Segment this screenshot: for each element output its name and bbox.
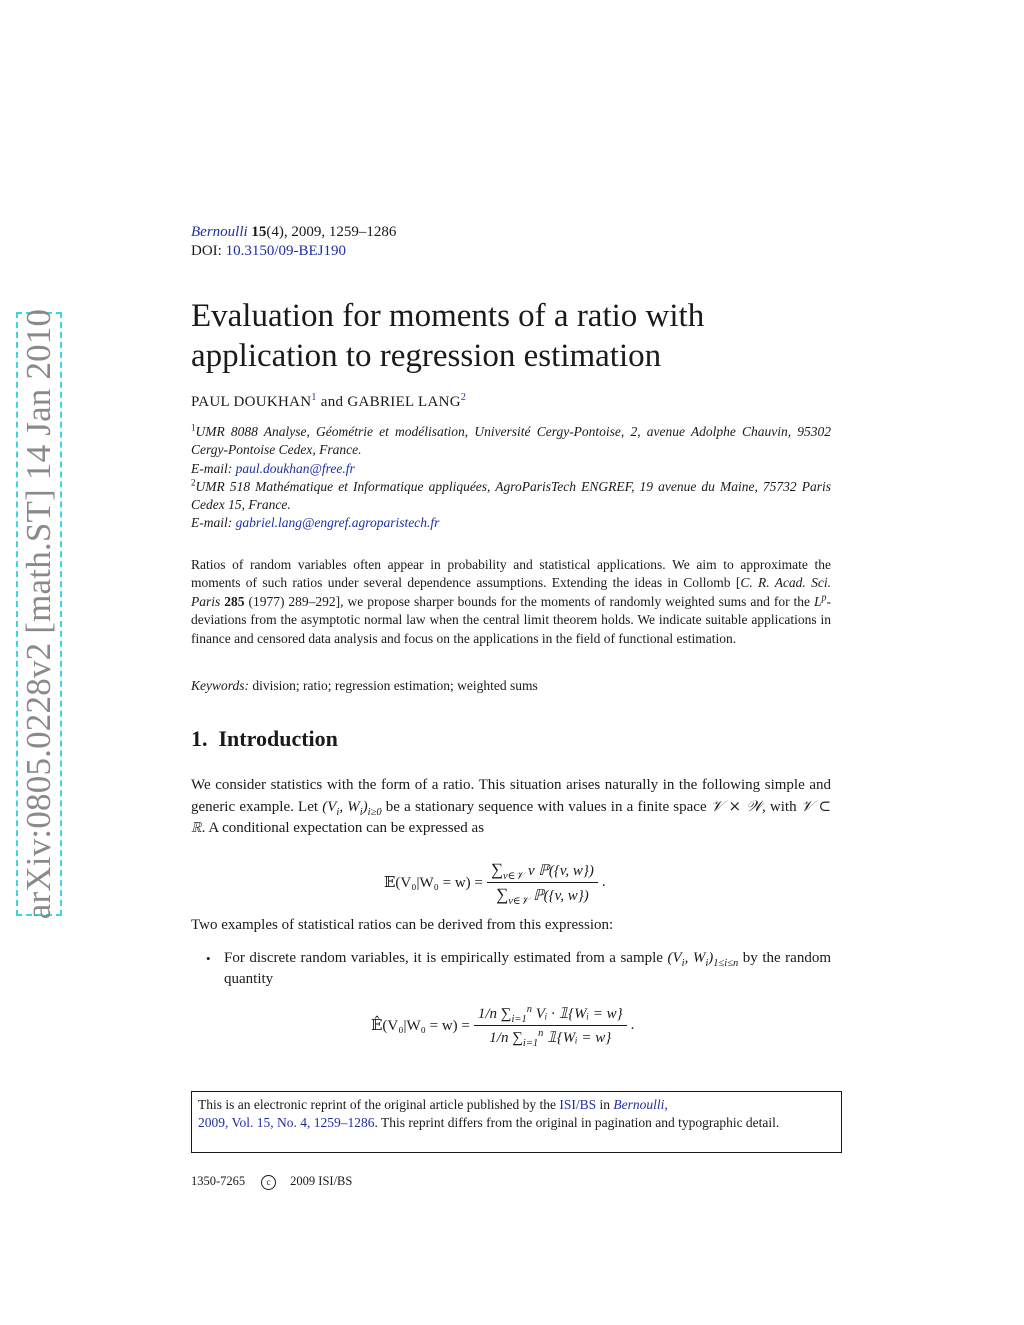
fraction (474, 1004, 627, 1047)
journal-volume: 15 (251, 224, 267, 240)
email-line (191, 514, 831, 532)
section-number: 1. (191, 726, 208, 751)
email-line (191, 460, 831, 478)
affiliation-number: 2 (191, 477, 196, 488)
examples-sentence: Two examples of statistical ratios can be derived from this expression: (191, 917, 614, 933)
copyright-footer (191, 1174, 352, 1190)
issn: 1350-7265 (191, 1174, 246, 1188)
equation-period: . (601, 874, 606, 890)
math-space: 𝒱 × 𝒲 (710, 796, 762, 815)
journal-citation (191, 224, 396, 241)
intro-text: be a stationary sequence with values in a finite space (381, 798, 711, 815)
affiliation-mark[interactable]: 2 (460, 392, 467, 403)
author-name: PAUL DOUKHAN (191, 394, 312, 410)
email-label: E-mail: (191, 515, 233, 531)
bullet-text: For discrete random variables, it is empirically estimated from a sample (224, 950, 668, 966)
journal-issue-pages: (4), 2009, 1259–1286 (266, 224, 397, 240)
intro-text: . A conditional expectation can be expressed as (201, 820, 485, 836)
numerator: 1/n $\sum_{i=1}^n$ Vᵢ · 𝟙{Wᵢ = w} (474, 1004, 627, 1026)
email-label: E-mail: (191, 460, 233, 476)
author-connector: and (320, 394, 344, 410)
fraction (487, 860, 598, 905)
affiliation-text: UMR 518 Mathématique et Informatique appliquées, AgroParisTech ENGREF, 19 avenue du Maine, 75732 Paris Cedex 15, France. (191, 478, 831, 513)
copyright-owner: 2009 ISI/BS (290, 1174, 353, 1188)
denominator: $\sum_{v\in 𝒱}$ ℙ({v, w}) (496, 885, 589, 907)
equation-period: . (630, 1017, 635, 1033)
citation-link[interactable]: 2009, Vol. 15, No. 4, 1259–1286 (198, 1115, 375, 1130)
reprint-text: This is an electronic reprint of the original article published by the (198, 1097, 560, 1112)
intro-paragraph (191, 775, 831, 839)
publisher-link[interactable]: ISI/BS (559, 1097, 597, 1112)
keywords (191, 678, 538, 694)
lp-symbol: L (814, 593, 822, 609)
author-list (191, 394, 466, 411)
equation-lhs: 𝔼(V₀|W₀ = w) = (384, 875, 483, 891)
reprint-text: . This reprint differs from the original in pagination and typographic detail. (374, 1115, 780, 1130)
doi-line (191, 243, 346, 260)
abstract-text: Ratios of random variables often appear in probability and statistical applications. We aim to approximate the moments of such ratios under several dependence assumptions. Extending the ideas in Collomb [ (191, 557, 831, 591)
bullet-text: by the random quantity (224, 950, 831, 987)
equation-lhs: 𝔼̂(V₀|W₀ = w) = (371, 1018, 470, 1034)
keywords-text: division; ratio; regression estimation; weighted sums (252, 678, 538, 693)
intro-text: , with (761, 798, 801, 815)
reprint-text: in (596, 1097, 614, 1112)
abstract-text: (1977) 289–292], we propose sharper bounds for the moments of randomly weighted sums and for the (244, 593, 814, 609)
section-title: Introduction (218, 726, 338, 751)
email-link[interactable]: gabriel.lang@engref.agroparistech.fr (235, 515, 440, 531)
section-heading (191, 726, 338, 752)
arxiv-stamp (16, 308, 62, 920)
abstract-text: -deviations from the asymptotic normal law when the central limit theorem holds. We indicate suitable applications in finance and censored data analysis and focus on the applications in the field of functional estimation. (191, 593, 832, 646)
abstract (191, 556, 831, 648)
affiliation-text: UMR 8088 Analyse, Géométrie et modélisation, Université Cergy-Pontoise, 2, avenue Adolphe Chauvin, 95302 Cergy-Pontoise Cedex, France. (191, 424, 831, 458)
copyright-icon: c (261, 1175, 276, 1190)
lp-exponent: p (821, 592, 827, 604)
arxiv-stamp-text: arXiv:0805.0228v2 [math.ST] 14 Jan 2010 (19, 308, 58, 920)
math-subset: 𝒱 ⊂ ℝ (191, 796, 832, 836)
bullet-item (224, 948, 831, 989)
math-sample: ($V_i$, $W_i)_{1\le i\le n}$ (667, 950, 739, 969)
author-name: GABRIEL LANG (347, 394, 461, 410)
email-link[interactable]: paul.doukhan@free.fr (235, 460, 355, 476)
keywords-label: Keywords: (191, 678, 249, 693)
equation-empirical-estimator (371, 1004, 634, 1047)
equation-conditional-expectation (384, 860, 606, 905)
abstract-reference-journal: C. R. Acad. Sci. Paris (191, 575, 831, 609)
bullet-icon: • (206, 951, 211, 966)
journal-link[interactable]: Bernoulli, (613, 1097, 668, 1112)
affiliation-item (191, 478, 831, 515)
denominator: 1/n $\sum_{i=1}^n$ 𝟙{Wᵢ = w} (489, 1028, 612, 1049)
affiliation-number: 1 (191, 422, 196, 433)
affiliations (191, 423, 831, 533)
abstract-reference-volume: 285 (224, 593, 245, 609)
doi-link[interactable]: 10.3150/09-BEJ190 (225, 243, 346, 259)
paper-title: Evaluation for moments of a ratio with application to regression estimation (191, 298, 705, 374)
math-pair: ($V_i$, $W_i)_{i\ge 0}$ (322, 798, 382, 818)
numerator: $\sum_{v\in 𝒱}$ v ℙ({v, w}) (487, 860, 598, 883)
affiliation-item (191, 423, 831, 460)
reprint-notice (191, 1091, 842, 1153)
intro-text: We consider statistics with the form of a ratio. This situation arises naturally in the following simple and generic example. Let (191, 777, 831, 815)
journal-link[interactable]: Bernoulli (191, 224, 248, 240)
affiliation-mark[interactable]: 1 (311, 392, 317, 403)
doi-label: DOI: (191, 243, 222, 259)
